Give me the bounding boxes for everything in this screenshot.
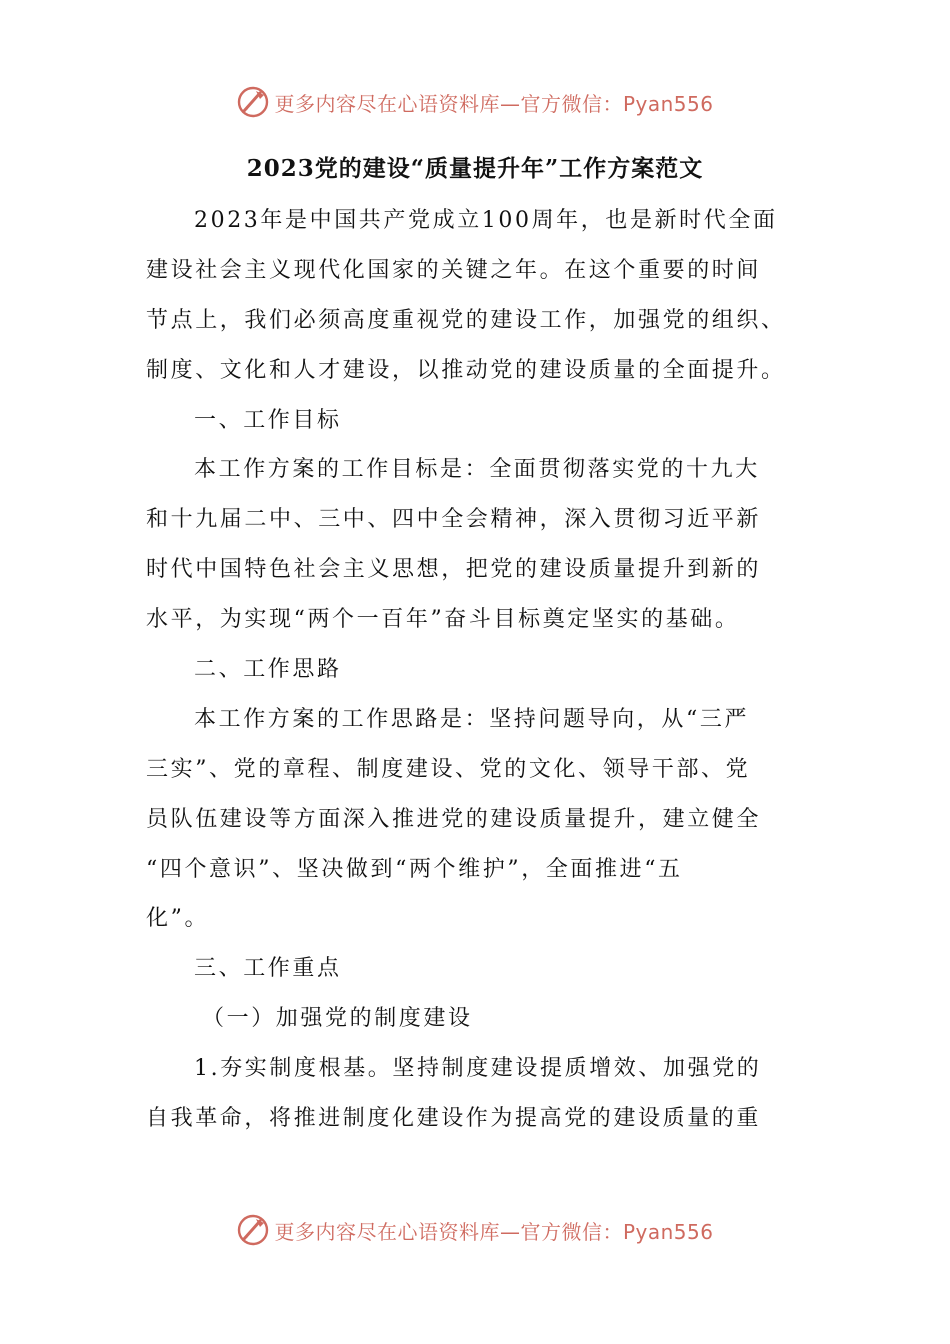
body-line: 三实”、党的章程、制度建设、党的文化、领导干部、党 — [146, 756, 751, 782]
document-title: 2023党的建设“质量提升年”工作方案范文 — [246, 155, 704, 182]
section-heading: 二、工作思路 — [194, 657, 342, 683]
footer-banner-text: 更多内容尽在心语资料库—官方微信：Pyan556 — [274, 1219, 714, 1244]
body-line: 本工作方案的工作思路是：坚持问题导向，从“三严 — [194, 706, 750, 732]
body-line: 水平，为实现“两个一百年”奋斗目标奠定坚实的基础。 — [146, 607, 740, 633]
body-line: 建设社会主义现代化国家的关键之年。在这个重要的时间 — [146, 257, 762, 283]
body-line: 节点上，我们必须高度重视党的建设工作，加强党的组织、 — [146, 307, 786, 333]
body-line: 1.夯实制度根基。坚持制度建设提质增效、加强党的 — [194, 1056, 762, 1082]
body-line: 时代中国特色社会主义思想，把党的建设质量提升到新的 — [146, 557, 762, 583]
body-line: 制度、文化和人才建设，以推动党的建设质量的全面提升。 — [146, 357, 786, 383]
body-line: 2023年是中国共产党成立100周年，也是新时代全面 — [194, 208, 778, 233]
section-heading: 一、工作目标 — [194, 407, 342, 433]
body-line: 和十九届二中、三中、四中全会精神，深入贯彻习近平新 — [146, 507, 762, 533]
section-heading: 三、工作重点 — [194, 956, 342, 982]
body-line: 自我革命，将推进制度化建设作为提高党的建设质量的重 — [146, 1106, 762, 1132]
body-line: 员队伍建设等方面深入推进党的建设质量提升，建立健全 — [146, 806, 762, 832]
body-line: “四个意识”、坚决做到“两个维护”，全面推进“五 — [146, 856, 683, 882]
header-banner — [0, 82, 950, 122]
body-line: 本工作方案的工作目标是：全面贯彻落实党的十九大 — [194, 457, 760, 483]
subsection-heading: （一）加强党的制度建设 — [202, 1006, 473, 1032]
document-body — [146, 196, 806, 1144]
pen-logo-icon — [236, 85, 270, 119]
header-banner-text: 更多内容尽在心语资料库—官方微信：Pyan556 — [274, 91, 714, 116]
pen-logo-icon — [236, 1213, 270, 1247]
footer-banner — [0, 1210, 950, 1250]
body-line: 化”。 — [146, 906, 210, 932]
